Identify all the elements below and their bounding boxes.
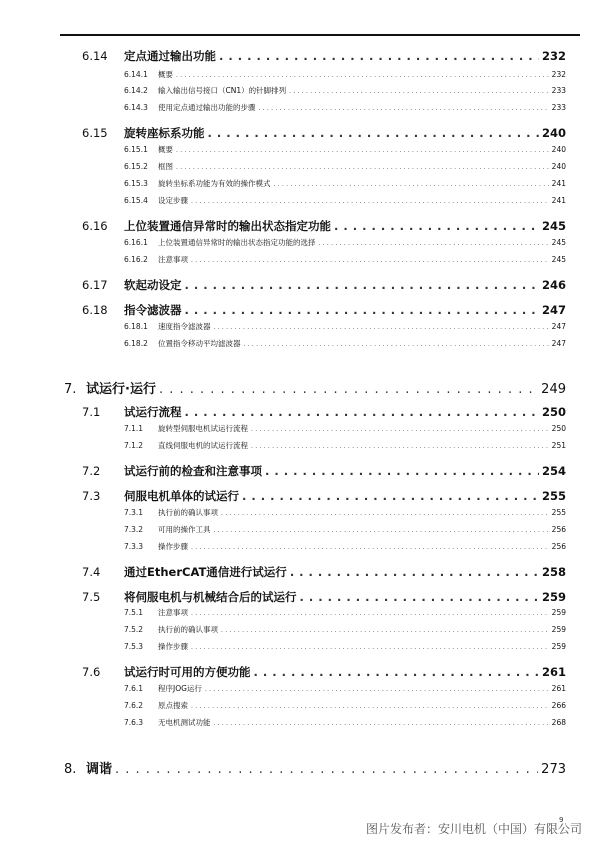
toc-section-entry[interactable] <box>82 488 566 504</box>
toc-subsection-entry[interactable] <box>124 700 566 711</box>
toc-entry-page: 241 <box>551 179 566 188</box>
toc-entry-page: 249 <box>541 382 566 397</box>
toc-entry-number: 7.3.2 <box>124 525 144 534</box>
toc-entry-title: 使用定点通过输出功能的步骤 <box>158 103 256 112</box>
dot-leader <box>319 240 549 247</box>
toc-entry-page: 247 <box>551 322 566 331</box>
toc-entry-page: 247 <box>541 303 566 317</box>
dot-leader <box>214 324 549 331</box>
toc-entry-page: 240 <box>541 126 566 140</box>
dot-leader <box>191 703 549 710</box>
toc-entry-title: 注意事项 <box>158 255 188 264</box>
toc-section-entry[interactable] <box>82 277 566 293</box>
toc-entry-title: 将伺服电机与机械结合后的试运行 <box>124 590 297 604</box>
toc-entry-title: 操作步骤 <box>158 642 188 651</box>
toc-entry-title: 定点通过输出功能 <box>124 49 216 63</box>
dot-leader <box>254 665 539 679</box>
toc-entry-title: 伺服电机单体的试运行 <box>124 489 239 503</box>
toc-entry-page: 261 <box>551 684 566 693</box>
dot-leader <box>244 341 549 348</box>
toc-entry-number: 7.5.2 <box>124 625 144 634</box>
toc-entry-title: 试运行·运行 <box>86 382 156 397</box>
toc-entry-number: 6.18.1 <box>124 322 148 331</box>
toc-entry-number: 6.18.2 <box>124 339 148 348</box>
toc-entry-number: 6.16.1 <box>124 238 148 247</box>
toc-entry-number: 7.5.3 <box>124 642 144 651</box>
dot-leader <box>191 257 549 264</box>
toc-entry-title: 试运行流程 <box>124 405 182 419</box>
toc-entry-title: 旋转型伺服电机试运行流程 <box>158 424 248 433</box>
toc-entry-page: 254 <box>541 464 566 478</box>
toc-entry-title: 调谐 <box>86 762 113 777</box>
toc-subsection-entry[interactable] <box>124 338 566 349</box>
toc-entry-page: 245 <box>541 219 566 233</box>
toc-subsection-entry[interactable] <box>124 237 566 248</box>
toc-entry-title: 设定步骤 <box>158 196 188 205</box>
toc-entry-page: 261 <box>541 665 566 679</box>
toc-section-entry[interactable] <box>82 218 566 234</box>
toc-entry-title: 直线伺服电机的试运行流程 <box>158 441 248 450</box>
dot-leader <box>185 303 539 317</box>
toc-entry-page: 240 <box>551 145 566 154</box>
toc-entry-number: 7.3.1 <box>124 508 144 517</box>
toc-subsection-entry[interactable] <box>124 641 566 652</box>
dot-leader <box>219 49 539 63</box>
dot-leader <box>274 181 549 188</box>
toc-entry-page: 251 <box>551 441 566 450</box>
dot-leader <box>265 464 539 478</box>
toc-subsection-entry[interactable] <box>124 144 566 155</box>
toc-entry-number: 7.3 <box>82 489 101 503</box>
toc-entry-title: 无电机测试功能 <box>158 718 211 727</box>
toc-subsection-entry[interactable] <box>124 69 566 80</box>
toc-entry-page: 245 <box>551 238 566 247</box>
toc-entry-number: 6.15.2 <box>124 162 148 171</box>
toc-chapter-entry[interactable] <box>64 758 566 777</box>
toc-entry-title: 旋转坐标系功能为有效的操作模式 <box>158 179 271 188</box>
toc-entry-number: 6.15.3 <box>124 179 148 188</box>
toc-subsection-entry[interactable] <box>124 321 566 332</box>
toc-subsection-entry[interactable] <box>124 161 566 172</box>
toc-entry-page: 259 <box>551 608 566 617</box>
dot-leader <box>259 105 549 112</box>
toc-entry-number: 7. <box>64 382 77 397</box>
toc-subsection-entry[interactable] <box>124 607 566 618</box>
toc-entry-page: 255 <box>551 508 566 517</box>
dot-leader <box>290 565 539 579</box>
toc-entry-title: 可用的操作工具 <box>158 525 211 534</box>
toc-subsection-entry[interactable] <box>124 254 566 265</box>
toc-entry-number: 6.15.4 <box>124 196 148 205</box>
dot-leader <box>289 88 549 95</box>
toc-entry-page: 246 <box>541 278 566 292</box>
toc-entry-number: 7.1.2 <box>124 441 144 450</box>
dot-leader <box>176 147 549 154</box>
toc-entry-number: 6.14 <box>82 49 108 63</box>
toc-entry-number: 8. <box>64 762 77 777</box>
toc-entry-page: 233 <box>551 86 566 95</box>
toc-entry-page: 255 <box>541 489 566 503</box>
toc-entry-title: 旋转座标系功能 <box>124 126 205 140</box>
toc-entry-title: 上位装置通信异常时的输出状态指定功能的选择 <box>158 238 316 247</box>
toc-entry-number: 7.5.1 <box>124 608 144 617</box>
toc-entry-number: 6.14.1 <box>124 70 148 79</box>
dot-leader <box>191 544 549 551</box>
toc-entry-number: 7.4 <box>82 565 101 579</box>
toc-entry-page: 245 <box>551 255 566 264</box>
toc-entry-title: 执行前的确认事项 <box>158 508 218 517</box>
toc-subsection-entry[interactable] <box>124 507 566 518</box>
toc-entry-page: 273 <box>541 762 566 777</box>
toc-entry-number: 6.17 <box>82 278 108 292</box>
toc-subsection-entry[interactable] <box>124 717 566 728</box>
toc-subsection-entry[interactable] <box>124 440 566 451</box>
toc-section-entry[interactable] <box>82 302 566 318</box>
toc-entry-title: 位置指令移动平均滤波器 <box>158 339 241 348</box>
dot-leader <box>205 686 549 693</box>
toc-entry-title: 框图 <box>158 162 173 171</box>
toc-entry-number: 6.14.3 <box>124 103 148 112</box>
toc-chapter-entry[interactable] <box>64 378 566 397</box>
toc-section-entry[interactable] <box>82 404 566 420</box>
toc-section-entry[interactable] <box>82 463 566 479</box>
toc-entry-page: 266 <box>551 701 566 710</box>
dot-leader <box>176 72 549 79</box>
toc-entry-title: 概要 <box>158 145 173 154</box>
toc-entry-title: 软起动设定 <box>124 278 182 292</box>
toc-entry-number: 7.3.3 <box>124 542 144 551</box>
toc-subsection-entry[interactable] <box>124 423 566 434</box>
page-number: 9 <box>559 816 564 824</box>
toc-entry-title: 通过EtherCAT通信进行试运行 <box>124 565 287 579</box>
dot-leader <box>300 590 539 604</box>
toc-entry-title: 概要 <box>158 70 173 79</box>
toc-entry-page: 232 <box>551 70 566 79</box>
toc-subsection-entry[interactable] <box>124 683 566 694</box>
toc-entry-title: 上位装置通信异常时的输出状态指定功能 <box>124 219 331 233</box>
toc-entry-title: 程序JOG运行 <box>158 684 202 693</box>
watermark-text: 图片发布者：安川电机（中国）有限公司 <box>365 822 582 836</box>
toc-entry-title: 试运行前的检查和注意事项 <box>124 464 262 478</box>
dot-leader <box>176 164 549 171</box>
toc-subsection-entry[interactable] <box>124 524 566 535</box>
toc-entry-number: 7.6.2 <box>124 701 144 710</box>
dot-leader <box>251 426 549 433</box>
dot-leader <box>191 610 549 617</box>
toc-subsection-entry[interactable] <box>124 178 566 189</box>
toc-subsection-entry[interactable] <box>124 85 566 96</box>
toc-entry-number: 6.18 <box>82 303 108 317</box>
toc-entry-page: 233 <box>551 103 566 112</box>
dot-leader <box>221 627 549 634</box>
toc-entry-page: 250 <box>551 424 566 433</box>
toc-entry-title: 指令滤波器 <box>124 303 182 317</box>
toc-entry-title: 速度指令滤波器 <box>158 322 211 331</box>
toc-entry-number: 6.16.2 <box>124 255 148 264</box>
toc-subsection-entry[interactable] <box>124 624 566 635</box>
dot-leader <box>191 644 549 651</box>
toc-entry-number: 7.2 <box>82 464 101 478</box>
dot-leader <box>185 405 539 419</box>
toc-entry-number: 7.1.1 <box>124 424 144 433</box>
dot-leader <box>191 198 549 205</box>
dot-leader <box>221 510 549 517</box>
toc-entry-page: 256 <box>551 542 566 551</box>
toc-section-entry[interactable] <box>82 664 566 680</box>
toc-section-entry[interactable] <box>82 48 566 64</box>
dot-leader <box>115 762 538 777</box>
toc-subsection-entry[interactable] <box>124 102 566 113</box>
toc-entry-page: 250 <box>541 405 566 419</box>
toc-section-entry[interactable] <box>82 589 566 605</box>
toc-entry-title: 操作步骤 <box>158 542 188 551</box>
toc-entry-title: 输入输出信号接口（CN1）的针脚排列 <box>158 86 287 95</box>
dot-leader <box>242 489 539 503</box>
toc-entry-page: 259 <box>551 625 566 634</box>
toc-subsection-entry[interactable] <box>124 541 566 552</box>
toc-entry-number: 6.15.1 <box>124 145 148 154</box>
toc-entry-page: 241 <box>551 196 566 205</box>
toc-entry-number: 6.14.2 <box>124 86 148 95</box>
dot-leader <box>159 382 538 397</box>
toc-entry-page: 256 <box>551 525 566 534</box>
toc-entry-page: 258 <box>541 565 566 579</box>
toc-entry-title: 试运行时可用的方便功能 <box>124 665 251 679</box>
toc-entry-number: 7.6.1 <box>124 684 144 693</box>
toc-entry-number: 7.6 <box>82 665 101 679</box>
dot-leader <box>214 720 549 727</box>
dot-leader <box>185 278 539 292</box>
toc-entry-title: 原点搜索 <box>158 701 188 710</box>
toc-entry-page: 259 <box>541 590 566 604</box>
toc-entry-title: 注意事项 <box>158 608 188 617</box>
toc-entry-page: 268 <box>551 718 566 727</box>
dot-leader <box>208 126 539 140</box>
toc-entry-page: 259 <box>551 642 566 651</box>
toc-entry-number: 7.5 <box>82 590 101 604</box>
toc-entry-page: 247 <box>551 339 566 348</box>
toc-entry-page: 240 <box>551 162 566 171</box>
toc-entry-title: 执行前的确认事项 <box>158 625 218 634</box>
toc-section-entry[interactable] <box>82 564 566 580</box>
toc-subsection-entry[interactable] <box>124 195 566 206</box>
toc-entry-number: 7.6.3 <box>124 718 144 727</box>
dot-leader <box>251 443 549 450</box>
toc-entry-page: 232 <box>541 49 566 63</box>
toc-section-entry[interactable] <box>82 125 566 141</box>
dot-leader <box>214 527 549 534</box>
toc-entry-number: 6.16 <box>82 219 108 233</box>
toc-entry-number: 7.1 <box>82 405 101 419</box>
toc-entry-number: 6.15 <box>82 126 108 140</box>
dot-leader <box>334 219 539 233</box>
